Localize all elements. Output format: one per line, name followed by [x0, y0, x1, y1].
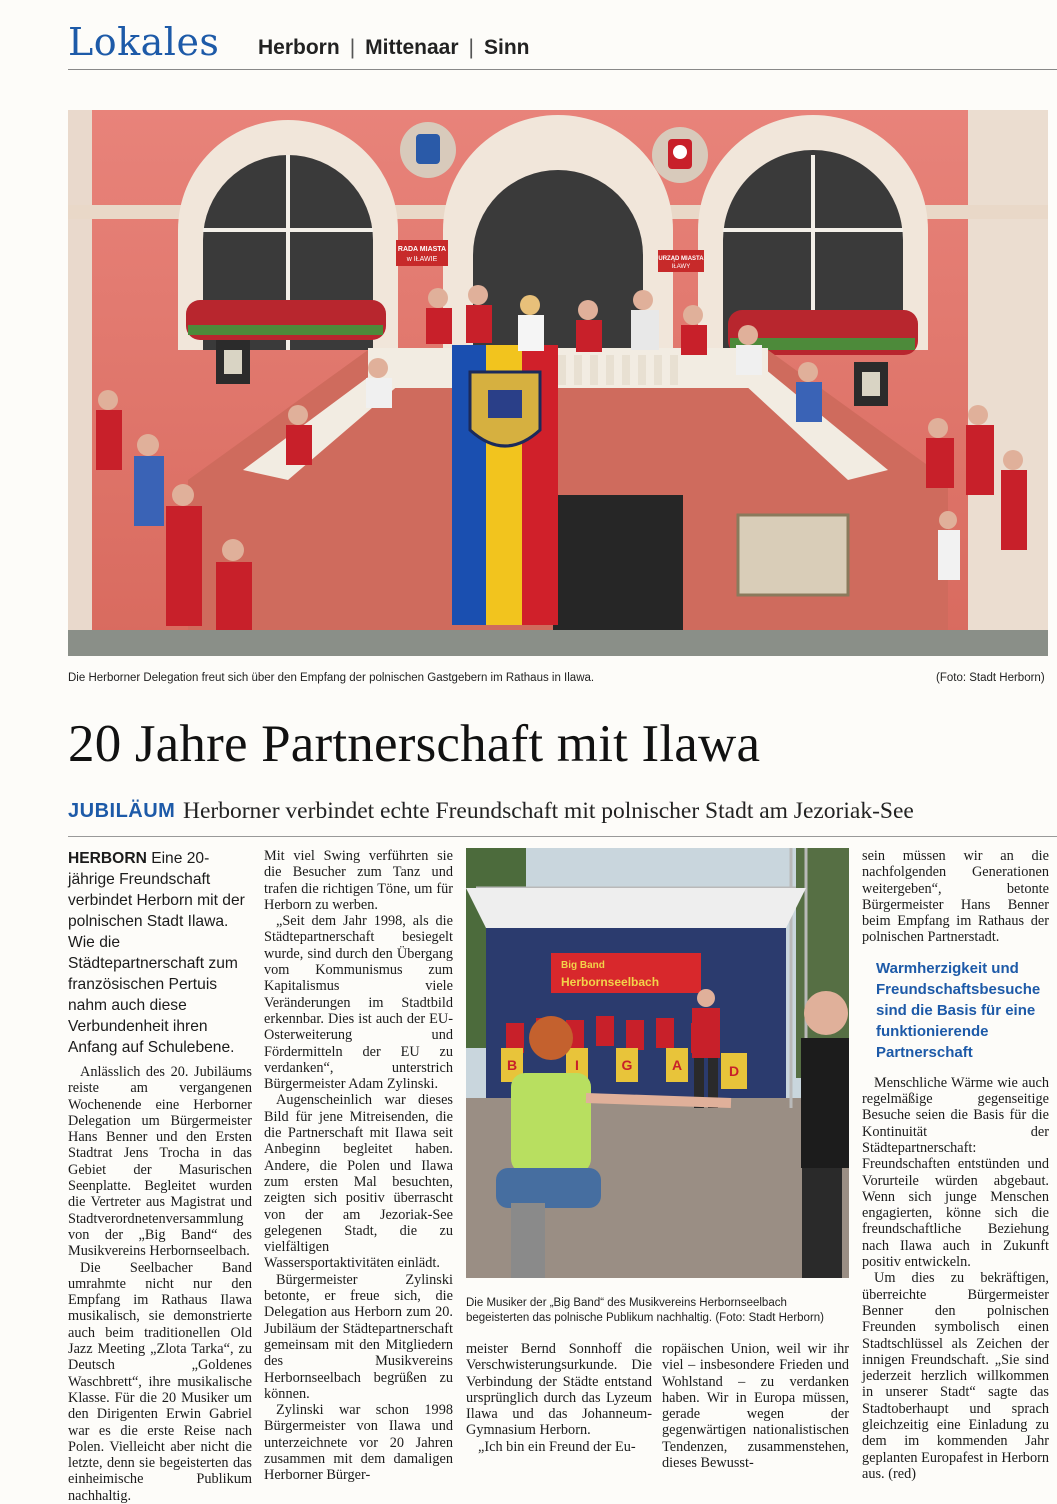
svg-text:w IŁAWIE: w IŁAWIE — [406, 256, 438, 263]
article-column-2 — [264, 848, 453, 1484]
separator: | — [349, 36, 356, 59]
paragraph: Menschliche Wärme wie auch regelmäßige gegenseitige Besuche seien die Basis für die Kontinuität der Städtepartnerschaft: Freundschaften entstünden und Vorurteile würden abgebaut. Wenn sich junge Menschen engagierten, könne sich die freundschaftliche Beziehung nach Ilawa auch in Zukunft positiv entwickeln. — [862, 1074, 1049, 1271]
paragraph: Um dies zu bekräftigen, überreichte Bürgermeister Benner den polnischen Freunden symbolisch einen Stadtschlüssel als Zeichen der innigen Freundschaft. „Sie sind jederzeit herzlich willkommen in unserer Stadt“ sagte das Stadtoberhaupt und sprach gleichzeitig eine Einladung zu dem im kommenden Jahr geplanten Europafest in Herborn aus. (red) — [862, 1270, 1049, 1482]
paragraph: Bürgermeister Zylinski betonte, er freue sich, die Delegation aus Herborn zum 20. Jubiläum der Städtepartnerschaft gemeinsam mit den Mitgliedern des Musikvereins Herbornseelbach begrüßen zu können. — [264, 1271, 453, 1402]
separator: | — [468, 36, 474, 59]
band-caption-text: Die Musiker der „Big Band“ des Musikvereins Herbornseelbach begeisterten das polnische Publikum nachhaltig. — [466, 1297, 787, 1324]
hero-credit: (Foto: Stadt Herborn) — [936, 672, 1045, 684]
article-column-3a — [466, 1341, 652, 1455]
subhead-rule — [68, 836, 1057, 837]
paragraph: „Ich bin ein Freund der Eu- — [478, 1438, 636, 1455]
lead-text: Eine 20-jährige Freundschaft verbindet Herborn mit der polnischen Stadt Ilawa. Wie die Städtepartnerschaft zum französischen Pertuis nahm auch diese Verbundenheit ihren Anfang auf Schulebene. — [68, 850, 245, 1056]
sign-rada-miasta: RADA MIASTA — [397, 246, 447, 253]
kicker: JUBILÄUM — [68, 800, 176, 822]
place-herborn: Herborn — [258, 36, 340, 59]
band-credit: (Foto: Stadt Herborn) — [715, 1312, 824, 1324]
paragraph: sein müssen wir an die nachfolgenden Generationen weitergeben“, betonte Bürgermeister Hans Benner beim Empfang im Rathaus der polnischen Partnerstadt. — [862, 848, 1049, 946]
stand-letter: A — [671, 1057, 683, 1073]
place-mittenaar: Mittenaar — [365, 36, 459, 59]
svg-text:IŁAWY: IŁAWY — [671, 264, 691, 270]
paragraph: ropäischen Union, weil wir ihr viel – insbesondere Frieden und Wohlstand – zu verdanken haben. Wir in Europa müssen, gerade wegen der gegenwärtigen nationalistischen Tendenzen, zusammenstehen, dieses Bewusst- — [662, 1341, 849, 1472]
paragraph: „Seit dem Jahr 1998, als die Städtepartnerschaft besiegelt wurde, sind durch den Übergang vom Kommunismus zum Kapitalismus viele Veränderungen im Stadtbild erkennbar. Dies ist auch der EU-Osterweiterung und Fördermitteln der EU zu verdanken“, unterstrich Bürgermeister Adam Zylinski. — [264, 913, 453, 1093]
band-photo — [466, 848, 849, 1278]
section-places — [258, 36, 529, 60]
header-rule — [68, 69, 1057, 70]
paragraph: Die Seelbacher Band umrahmte nicht nur den Empfang im Rathaus Ilawa musikalisch, sie demonstrierte auch beim traditionellen Old Jazz Meeting „Zlota Tarka“, zu Deutsch „Goldenes Waschbrett“, ihre musikalische Klasse. Für die 20 Musiker um den Dirigenten Erwin Gabriel war es die erste Reise nach Polen. Vielleicht aber nicht die letzte, denn sie begeisterten das einheimische Publikum nachhaltig. — [68, 1259, 252, 1504]
pull-quote: Warmherzigkeit und Freundschaftsbesuche sind die Basis für eine funktionierende Partnerschaft — [876, 959, 1041, 1061]
paragraph: Zylinski war schon 1998 Bürgermeister von Ilawa und unterzeichnete vor 20 Jahren zusammen mit dem damaligen Herborner Bürger- — [264, 1402, 453, 1484]
big-band-illustration — [466, 848, 849, 1278]
paragraph: Augenscheinlich war dieses Bild für jene Mitreisenden, die die Partnerschaft mit Ilawa seit Anbeginn begleitet haben. Andere, die Polen und Ilawa zum ersten Mal besuchten, zeigten sich positiv überrascht von der am Jezoriak-See gelegenen Stadt, die zu vielfältigen Wassersportaktivitäten einlädt. — [264, 1092, 453, 1272]
stand-letter: D — [728, 1063, 740, 1079]
hero-caption: Die Herborner Delegation freut sich über den Empfang der polnischen Gastgebern im Rathaus in Ilawa. — [68, 672, 595, 684]
headline: 20 Jahre Partnerschaft mit Ilawa — [68, 715, 761, 773]
hero-photo — [68, 110, 1048, 656]
stand-letter: B — [506, 1057, 518, 1073]
section-title: Lokales — [68, 20, 220, 64]
lead-paragraph — [68, 848, 252, 1058]
subhead: Herborner verbindet echte Freundschaft mit polnischer Stadt am Jezoriak-See — [183, 798, 914, 824]
paragraph: meister Bernd Sonnhoff die Verschwisterungsurkunde. Die Verbindung der Städte entstand ursprünglich durch das Lyzeum Ilawa und das Johanneum-Gymnasium Herborn. — [466, 1341, 652, 1439]
town-hall-illustration — [68, 110, 1048, 656]
stand-letter: G — [621, 1057, 633, 1073]
article-column-3b — [662, 1341, 849, 1471]
band-caption — [466, 1296, 851, 1326]
sign-urzad-miasta: URZĄD MIASTA — [658, 256, 704, 262]
paragraph: Mit viel Swing verführten sie die Besucher zum Tanz und trafen die richtigen Töne, um für Herborn zu werben. — [264, 848, 453, 913]
dateline: HERBORN — [68, 850, 147, 867]
article-column-1 — [68, 848, 252, 1504]
article-column-4 — [862, 848, 1049, 1482]
band-banner-big-band: Big Band — [561, 960, 605, 971]
stand-letter: I — [575, 1057, 579, 1073]
paragraph: Anlässlich des 20. Jubiläums reiste am vergangenen Wochenende eine Herborner Delegation um Bürgermeister Hans Benner und den Ersten Stadtrat Jens Trocha in das Gebiet der Masurischen Seenplatte. Begleitet wurden die Vertreter aus Magistrat und Stadtverordnetenversammlung von der „Big Band“ des Musikvereins Herbornseelbach. — [68, 1064, 252, 1260]
place-sinn: Sinn — [483, 36, 530, 59]
band-banner-name: Herbornseelbach — [561, 975, 660, 989]
